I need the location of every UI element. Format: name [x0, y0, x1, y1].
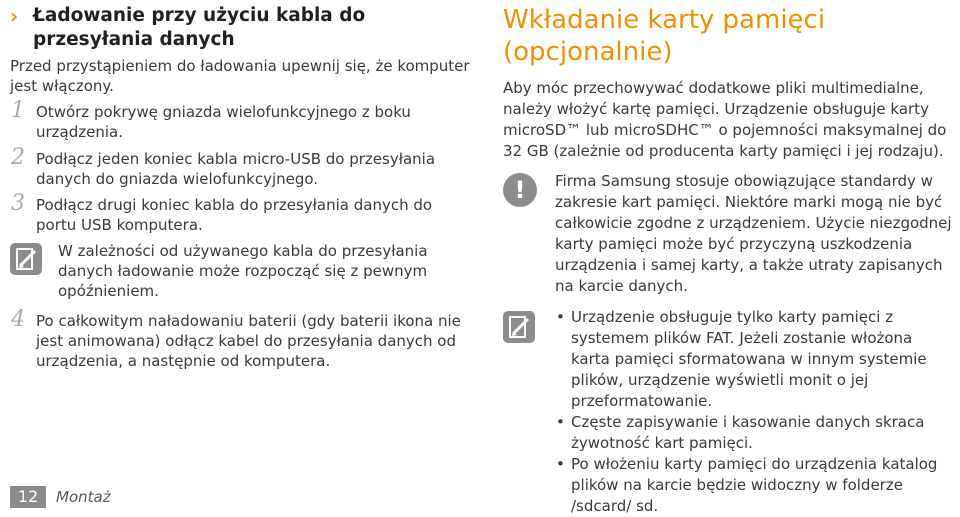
memory-card-intro: Aby móc przechowywać dodatkowe pliki multimedialne, należy włożyć kartę pamięci. Urządzenie obsługuje karty microSD™ lub microSDHC™ o pojemności maksymalnej do 32 GB (zależnie od producenta karty pamięci i jej rodzaju).	[503, 79, 947, 160]
bullet-text: Urządzenie obsługuje tylko karty pamięci z systemem plików FAT. Jeżeli zostanie włożona karta pamięci sformatowana w innym systemie plików, urządzenie wyświetli monit o jej przeformatowanie.	[571, 308, 927, 410]
note-bullet-list	[555, 307, 955, 517]
note-cable-delay	[10, 241, 472, 301]
note-memory-card	[503, 307, 955, 517]
bullet-text: Częste zapisywanie i kasowanie danych skraca żywotność kart pamięci.	[571, 413, 925, 452]
warning-text: Firma Samsung stosuje obowiązujące standardy w zakresie kart pamięci. Niektóre marki mogą nie być całkowicie zgodne z urządzeniem. Użycie niezgodnej karty pamięci może być przyczyną uszkodzenia urządzenia i samej karty, a także utraty zapisanych na karcie danych.	[555, 172, 952, 295]
step-text: Podłącz drugi koniec kabla do przesyłania danych do portu USB komputera.	[36, 196, 433, 234]
bullet-icon: •	[556, 308, 565, 326]
step-1	[10, 98, 472, 142]
list-item	[555, 454, 955, 517]
step-3	[10, 191, 472, 235]
note-pencil-icon	[503, 311, 535, 343]
section-heading-charging	[10, 4, 472, 52]
section-heading-memory-card: Wkładanie karty pamięci (opcjonalnie)	[503, 5, 826, 67]
step-text: Otwórz pokrywę gniazda wielofunkcyjnego z boku urządzenia.	[36, 103, 411, 141]
step-text: Podłącz jeden koniec kabla micro-USB do przesyłania danych do gniazda wielofunkcyjnego.	[36, 150, 436, 188]
bullet-icon: •	[556, 455, 565, 473]
left-column	[10, 4, 472, 371]
page-footer	[10, 486, 111, 508]
warning-compatibility	[503, 171, 955, 297]
step-number: 2	[11, 145, 25, 170]
step-text: Po całkowitym naładowaniu baterii (gdy baterii ikona nie jest animowana) odłącz kabel do przesyłania danych od urządzenia, a następnie od komputera.	[36, 312, 461, 370]
step-number: 1	[11, 98, 25, 123]
note-text: W zależności od używanego kabla do przesyłania danych ładowanie może rozpocząć się z pewnym opóźnieniem.	[58, 242, 428, 300]
note-pencil-icon	[10, 243, 42, 275]
step-4	[10, 307, 472, 371]
section-label: Montaż	[56, 488, 111, 506]
bullet-icon: •	[556, 413, 565, 431]
step-number: 4	[11, 307, 25, 332]
list-item	[555, 307, 955, 412]
step-number: 3	[11, 191, 25, 216]
chevron-right-icon: ›	[10, 4, 19, 28]
section-heading-text: Ładowanie przy użyciu kabla do przesyłania danych	[33, 5, 366, 50]
right-column	[503, 4, 955, 517]
step-2	[10, 145, 472, 189]
page-number: 12	[10, 486, 46, 508]
charging-intro: Przed przystąpieniem do ładowania upewnij się, że komputer jest włączony.	[10, 57, 470, 95]
warning-icon: !	[503, 173, 537, 207]
list-item	[555, 412, 955, 454]
bullet-text: Po włożeniu karty pamięci do urządzenia katalog plików na karcie będzie widoczny w folderze /sdcard/ sd.	[571, 455, 938, 515]
